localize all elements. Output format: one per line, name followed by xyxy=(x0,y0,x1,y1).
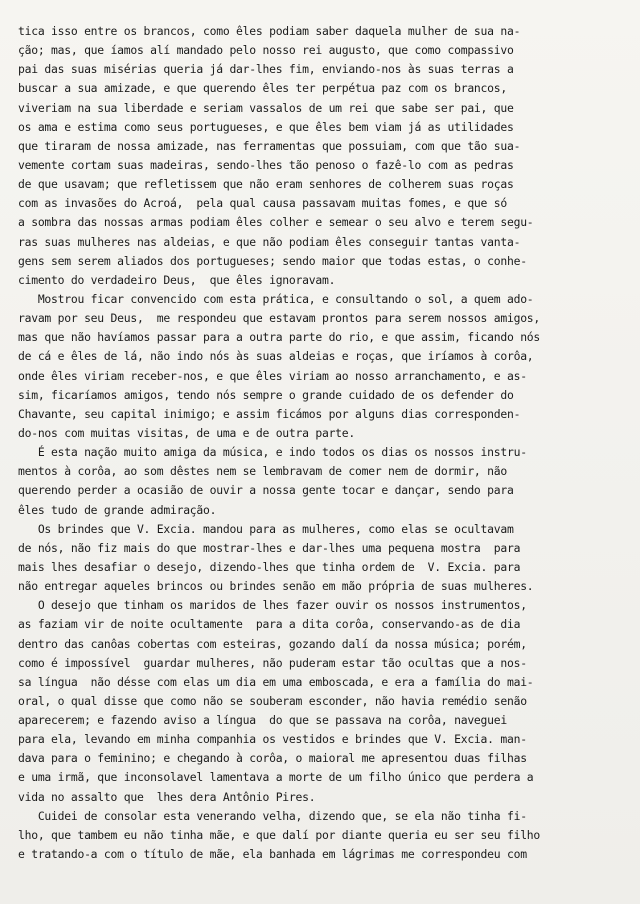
text-line: de que usavam; que refletissem que não eram senhores de colherem suas roças xyxy=(18,177,514,192)
text-line: gens sem serem aliados dos portugueses; sendo maior que todas estas, o conhe- xyxy=(18,253,527,268)
text-line: os ama e estima como seus portugueses, e que êles bem viam já as utilidades xyxy=(18,119,514,134)
text-line: do-nos com muitas visitas, de uma e de outra parte. xyxy=(18,425,355,440)
text-line: O desejo que tinham os maridos de lhes fazer ouvir os nossos instrumentos, xyxy=(18,598,527,613)
text-line: ras suas mulheres nas aldeias, e que não podiam êles conseguir tantas vanta- xyxy=(18,234,521,249)
text-line: Mostrou ficar convencido com esta prática, e consultando o sol, a quem ado- xyxy=(18,291,534,306)
text-line: de nós, não fiz mais do que mostrar-lhes e dar-lhes uma pequena mostra para xyxy=(18,540,521,555)
text-line: Os brindes que V. Excia. mandou para as mulheres, como elas se ocultavam xyxy=(18,521,514,536)
text-line: Cuidei de consolar esta venerando velha, dizendo que, se ela não tinha fi- xyxy=(18,808,527,823)
text-line: de cá e êles de lá, não indo nós às suas aldeias e roças, que iríamos à corôa, xyxy=(18,349,534,364)
text-line: viveriam na sua liberdade e seriam vassalos de um rei que sabe ser pai, que xyxy=(18,100,514,115)
text-line: para ela, levando em minha companhia os vestidos e brindes que V. Excia. man- xyxy=(18,732,527,747)
text-line: ção; mas, que íamos alí mandado pelo nosso rei augusto, que como compassivo xyxy=(18,43,514,58)
text-line: dava para o feminino; e chegando à corôa, o maioral me apresentou duas filhas xyxy=(18,751,527,766)
text-line: vemente cortam suas madeiras, sendo-lhes tão penoso o fazê-lo com as pedras xyxy=(18,157,514,172)
text-line: dentro das canôas cobertas com esteiras, gozando dalí da nossa música; porém, xyxy=(18,636,527,651)
text-line: que tiraram de nossa amizade, nas ferramentas que possuiam, com que tão sua- xyxy=(18,138,521,153)
text-line: onde êles viriam receber-nos, e que êles viriam ao nosso arranchamento, e as- xyxy=(18,368,527,383)
text-line: mas que não havíamos passar para a outra parte do rio, e que assim, ficando nós xyxy=(18,330,541,345)
text-line: com as invasões do Acroá, pela qual causa passavam muitas fomes, e que só xyxy=(18,196,507,211)
text-line: não entregar aqueles brincos ou brindes senão em mão própria de suas mulheres. xyxy=(18,579,534,594)
text-line: as faziam vir de noite ocultamente para a dita corôa, conservando-as de dia xyxy=(18,617,521,632)
text-line: oral, o qual disse que como não se souberam esconder, não havia remédio senão xyxy=(18,693,527,708)
text-line: sa língua não désse com elas um dia em uma emboscada, e era a família do mai- xyxy=(18,674,534,689)
text-line: e uma irmã, que inconsolavel lamentava a morte de um filho único que perdera a xyxy=(18,770,534,785)
text-line: ravam por seu Deus, me respondeu que estavam prontos para serem nossos amigos, xyxy=(18,311,541,326)
text-line: É esta nação muito amiga da música, e indo todos os dias os nossos instru- xyxy=(18,445,527,460)
text-line: a sombra das nossas armas podiam êles colher e semear o seu alvo e terem segu- xyxy=(18,215,534,230)
text-line: sim, ficaríamos amigos, tendo nós sempre o grande cuidado de os defender do xyxy=(18,387,514,402)
text-line: mentos à corôa, ao som dêstes nem se lembravam de comer nem de dormir, não xyxy=(18,464,507,479)
text-line: e tratando-a com o título de mãe, ela banhada em lágrimas me correspondeu com xyxy=(18,847,527,862)
text-line: lho, que tambem eu não tinha mãe, e que dalí por diante queria eu ser seu filho xyxy=(18,827,541,842)
text-line: querendo perder a ocasião de ouvir a nossa gente tocar e dançar, sendo para xyxy=(18,483,514,498)
text-line: aparecerem; e fazendo aviso a língua do que se passava na corôa, naveguei xyxy=(18,713,507,728)
text-line: tica isso entre os brancos, como êles podiam saber daquela mulher de sua na- xyxy=(18,24,521,38)
text-line: cimento do verdadeiro Deus, que êles ignoravam. xyxy=(18,272,336,287)
page-body-text xyxy=(18,22,624,864)
text-line: buscar a sua amizade, e que querendo êles ter perpétua paz com os brancos, xyxy=(18,81,507,96)
text-line: êles tudo de grande admiração. xyxy=(18,502,217,517)
text-line: como é impossível guardar mulheres, não puderam estar tão ocultas que a nos- xyxy=(18,655,527,670)
text-line: mais lhes desafiar o desejo, dizendo-lhes que tinha ordem de V. Excia. para xyxy=(18,559,521,574)
text-line: Chavante, seu capital inimigo; e assim ficámos por alguns dias corresponden- xyxy=(18,406,521,421)
text-line: vida no assalto que lhes dera Antônio Pires. xyxy=(18,789,316,804)
text-line: pai das suas misérias queria já dar-lhes fim, enviando-nos às suas terras a xyxy=(18,62,514,77)
